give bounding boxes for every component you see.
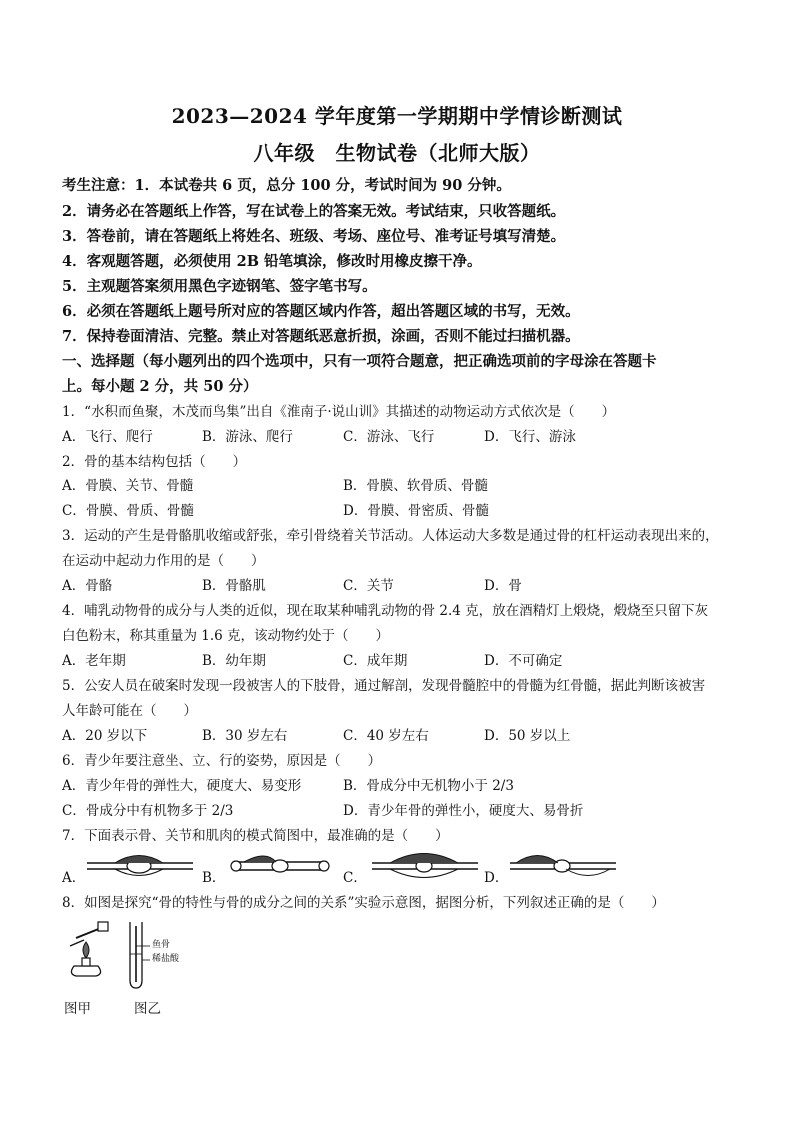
label-fish-bone: 鱼骨 [152, 940, 171, 950]
q2-option-b: B．骨膜、软骨质、骨髓 [343, 478, 488, 494]
q6-option-c: C．骨成分中有机物多于 2/3 [62, 803, 234, 819]
question-4-stem-cont: 白色粉末，称其重量为 1.6 克，该动物约处于（ ） [62, 628, 390, 644]
question-1-stem: 1．“水积而鱼聚，木茂而鸟集”出自《淮南子·说山训》其描述的动物运动方式依次是（ ） [62, 404, 616, 420]
q5-option-b: B．30 岁左右 [202, 728, 288, 744]
question-8-stem: 8．如图是探究“骨的特性与骨的成分之间的关系”实验示意图，据图分析，下列叙述正确的是（ ） [62, 895, 665, 911]
question-2-stem: 2．骨的基本结构包括（ ） [62, 454, 247, 470]
q5-option-c: C．40 岁左右 [343, 728, 429, 744]
q7-figure-a [85, 846, 195, 884]
q7-option-d: D． [484, 870, 509, 886]
q4-option-a: A．老年期 [62, 653, 126, 669]
question-3-stem: 3．运动的产生是骨骼肌收缩或舒张，牵引骨绕着关节活动。人体运动大多数是通过骨的杠杆运动表现出来的， [62, 528, 719, 544]
q3-option-c: C．关节 [343, 578, 394, 594]
question-6-stem: 6．青少年要注意坐、立、行的姿势，原因是（ ） [62, 753, 382, 769]
q1-option-a: A．飞行、爬行 [62, 429, 153, 445]
q2-option-c: C．骨膜、骨质、骨髓 [62, 503, 194, 519]
q7-option-a: A． [62, 870, 86, 886]
caption-yi: 图乙 [134, 1001, 161, 1017]
q7-option-b: B． [202, 870, 226, 886]
q2-option-d: D．骨膜、骨密质、骨髓 [343, 503, 489, 519]
note-5: 5．主观题答案须用黑色字迹钢笔、签字笔书写。 [62, 278, 377, 295]
note-4: 4．客观题答题，必须使用 2B 铅笔填涂，修改时用橡皮擦干净。 [62, 253, 482, 270]
q4-option-c: C．成年期 [343, 653, 408, 669]
q3-option-b: B．骨骼肌 [202, 578, 266, 594]
q4-option-b: B．幼年期 [202, 653, 266, 669]
section-heading: 一、选择题（每小题列出的四个选项中，只有一项符合题意，把正确选项前的字母涂在答题卡 [62, 353, 657, 370]
note-3: 3．答卷前，请在答题纸上将姓名、班级、考场、座位号、准考证号填写清楚。 [62, 228, 566, 245]
q1-option-c: C．游泳、飞行 [343, 429, 435, 445]
q7-figure-b [226, 846, 336, 884]
exam-subtitle: 八年级 生物试卷（北师大版） [253, 141, 541, 165]
q5-option-d: D．50 岁以上 [484, 728, 571, 744]
q6-option-b: B．骨成分中无机物小于 2/3 [343, 778, 514, 794]
label-dilute-hcl: 稀盐酸 [152, 954, 180, 964]
note-1: 考生注意：1．本试卷共 6 页，总分 100 分，考试时间为 90 分钟。 [62, 177, 511, 194]
q6-option-a: A．青少年骨的弹性大，硬度大、易变形 [62, 778, 302, 794]
q3-option-d: D．骨 [484, 578, 522, 594]
q7-option-c: C． [343, 870, 367, 886]
q5-option-a: A．20 岁以下 [62, 728, 148, 744]
q7-figure-d [508, 846, 618, 884]
q4-option-d: D．不可确定 [484, 653, 563, 669]
figure-jia-alcohol-lamp [62, 920, 114, 980]
q1-option-d: D．飞行、游泳 [484, 429, 576, 445]
question-3-stem-cont: 在运动中起动力作用的是（ ） [62, 553, 265, 569]
section-heading-cont: 上。每小题 2 分，共 50 分） [62, 378, 258, 395]
question-4-stem: 4．哺乳动物骨的成分与人类的近似，现在取某种哺乳动物的骨 2.4 克，放在酒精灯上煅烧，煅烧至只留下灰 [62, 603, 709, 619]
caption-jia: 图甲 [64, 1001, 91, 1017]
q6-option-d: D．青少年骨的弹性小，硬度大、易骨折 [343, 803, 584, 819]
q7-figure-c [370, 846, 480, 884]
note-2: 2．请务必在答题纸上作答，写在试卷上的答案无效。考试结束，只收答题纸。 [62, 203, 566, 220]
q2-option-a: A．骨膜、关节、骨髓 [62, 478, 194, 494]
question-5-stem-cont: 人年龄可能在（ ） [62, 703, 197, 719]
q3-option-a: A．骨骼 [62, 578, 113, 594]
question-5-stem: 5．公安人员在破案时发现一段被害人的下肢骨，通过解剖，发现骨髓腔中的骨髓为红骨髓，据此判断该被害 [62, 678, 706, 694]
q1-option-b: B．游泳、爬行 [202, 429, 293, 445]
note-7: 7．保持卷面清洁、完整。禁止对答题纸恶意折损，涂画，否则不能过扫描机器。 [62, 328, 580, 345]
note-6: 6．必须在答题纸上题号所对应的答题区域内作答，超出答题区域的书写，无效。 [62, 303, 580, 320]
question-7-stem: 7．下面表示骨、关节和肌肉的模式简图中，最准确的是（ ） [62, 828, 449, 844]
exam-title: 2023—2024 学年度第一学期期中学情诊断测试 [171, 104, 623, 128]
